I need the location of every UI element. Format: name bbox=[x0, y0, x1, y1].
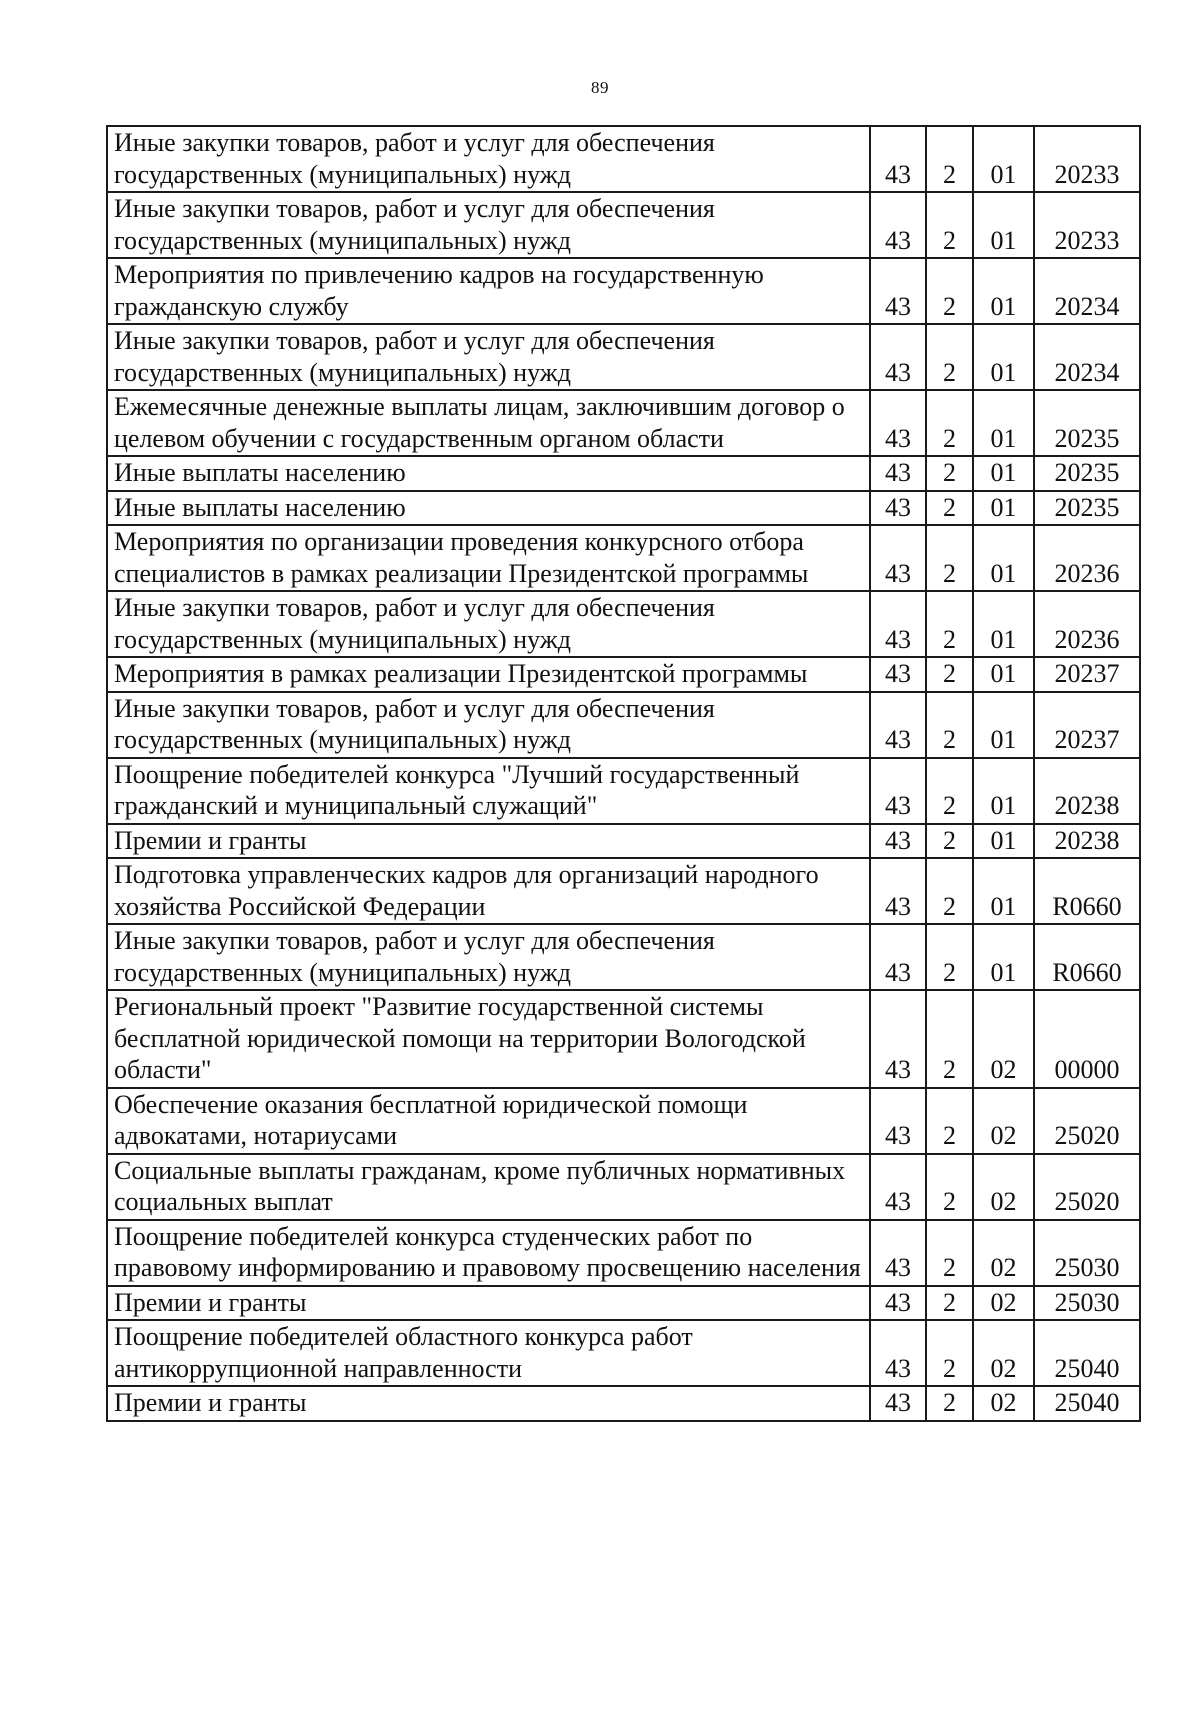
expense-name-cell: Подготовка управленческих кадров для организаций народного хозяйства Российской Федерации bbox=[107, 858, 870, 924]
subprogram-code-cell: 02 bbox=[973, 1220, 1034, 1286]
subprogram-code-cell: 02 bbox=[973, 1320, 1034, 1386]
program-code-cell: 2 bbox=[926, 525, 973, 591]
program-code-cell: 2 bbox=[926, 1320, 973, 1386]
ministry-code-cell: 43 bbox=[870, 1088, 926, 1154]
table-row bbox=[107, 692, 1140, 758]
subprogram-code-cell: 01 bbox=[973, 824, 1034, 859]
subprogram-code-cell: 01 bbox=[973, 924, 1034, 990]
expense-name-cell: Премии и гранты bbox=[107, 824, 870, 859]
item-code-cell: R0660 bbox=[1034, 924, 1140, 990]
table-row bbox=[107, 456, 1140, 491]
expense-name-cell: Иные выплаты населению bbox=[107, 456, 870, 491]
ministry-code-cell: 43 bbox=[870, 1220, 926, 1286]
table-row bbox=[107, 758, 1140, 824]
expense-name-cell: Иные выплаты населению bbox=[107, 491, 870, 526]
ministry-code-cell: 43 bbox=[870, 390, 926, 456]
subprogram-code-cell: 01 bbox=[973, 456, 1034, 491]
subprogram-code-cell: 01 bbox=[973, 858, 1034, 924]
table-row bbox=[107, 525, 1140, 591]
ministry-code-cell: 43 bbox=[870, 192, 926, 258]
table-row bbox=[107, 591, 1140, 657]
item-code-cell: 25020 bbox=[1034, 1154, 1140, 1220]
item-code-cell: 00000 bbox=[1034, 990, 1140, 1088]
item-code-cell: 20234 bbox=[1034, 258, 1140, 324]
item-code-cell: 25020 bbox=[1034, 1088, 1140, 1154]
item-code-cell: 25040 bbox=[1034, 1386, 1140, 1421]
ministry-code-cell: 43 bbox=[870, 525, 926, 591]
budget-table bbox=[106, 125, 1141, 1422]
subprogram-code-cell: 01 bbox=[973, 692, 1034, 758]
ministry-code-cell: 43 bbox=[870, 324, 926, 390]
expense-name-cell: Ежемесячные денежные выплаты лицам, заключившим договор о целевом обучении с государственным органом области bbox=[107, 390, 870, 456]
expense-name-cell: Иные закупки товаров, работ и услуг для обеспечения государственных (муниципальных) нужд bbox=[107, 692, 870, 758]
ministry-code-cell: 43 bbox=[870, 824, 926, 859]
item-code-cell: 20235 bbox=[1034, 491, 1140, 526]
table-row bbox=[107, 390, 1140, 456]
program-code-cell: 2 bbox=[926, 990, 973, 1088]
subprogram-code-cell: 01 bbox=[973, 192, 1034, 258]
item-code-cell: 20236 bbox=[1034, 591, 1140, 657]
expense-name-cell: Региональный проект "Развитие государственной системы бесплатной юридической помощи на территории Вологодской области" bbox=[107, 990, 870, 1088]
item-code-cell: 20233 bbox=[1034, 192, 1140, 258]
expense-name-cell: Поощрение победителей конкурса студенческих работ по правовому информированию и правовому просвещению населения bbox=[107, 1220, 870, 1286]
subprogram-code-cell: 02 bbox=[973, 1286, 1034, 1321]
program-code-cell: 2 bbox=[926, 491, 973, 526]
expense-name-cell: Премии и гранты bbox=[107, 1386, 870, 1421]
program-code-cell: 2 bbox=[926, 692, 973, 758]
table-row bbox=[107, 1220, 1140, 1286]
item-code-cell: 20237 bbox=[1034, 692, 1140, 758]
program-code-cell: 2 bbox=[926, 657, 973, 692]
table-row bbox=[107, 1286, 1140, 1321]
item-code-cell: 25030 bbox=[1034, 1286, 1140, 1321]
program-code-cell: 2 bbox=[926, 824, 973, 859]
expense-name-cell: Поощрение победителей конкурса "Лучший государственный гражданский и муниципальный служащий" bbox=[107, 758, 870, 824]
expense-name-cell: Мероприятия в рамках реализации Президентской программы bbox=[107, 657, 870, 692]
table-row bbox=[107, 126, 1140, 192]
table-row bbox=[107, 1386, 1140, 1421]
expense-name-cell: Мероприятия по привлечению кадров на государственную гражданскую службу bbox=[107, 258, 870, 324]
program-code-cell: 2 bbox=[926, 1154, 973, 1220]
item-code-cell: R0660 bbox=[1034, 858, 1140, 924]
table-row bbox=[107, 1154, 1140, 1220]
program-code-cell: 2 bbox=[926, 324, 973, 390]
item-code-cell: 20236 bbox=[1034, 525, 1140, 591]
table-row bbox=[107, 258, 1140, 324]
subprogram-code-cell: 02 bbox=[973, 1386, 1034, 1421]
program-code-cell: 2 bbox=[926, 591, 973, 657]
subprogram-code-cell: 01 bbox=[973, 258, 1034, 324]
ministry-code-cell: 43 bbox=[870, 1154, 926, 1220]
program-code-cell: 2 bbox=[926, 758, 973, 824]
ministry-code-cell: 43 bbox=[870, 924, 926, 990]
ministry-code-cell: 43 bbox=[870, 1386, 926, 1421]
subprogram-code-cell: 01 bbox=[973, 324, 1034, 390]
table-row bbox=[107, 192, 1140, 258]
program-code-cell: 2 bbox=[926, 456, 973, 491]
table-row bbox=[107, 924, 1140, 990]
item-code-cell: 25030 bbox=[1034, 1220, 1140, 1286]
subprogram-code-cell: 01 bbox=[973, 591, 1034, 657]
program-code-cell: 2 bbox=[926, 1286, 973, 1321]
ministry-code-cell: 43 bbox=[870, 692, 926, 758]
expense-name-cell: Социальные выплаты гражданам, кроме публичных нормативных социальных выплат bbox=[107, 1154, 870, 1220]
item-code-cell: 20235 bbox=[1034, 456, 1140, 491]
page-number: 89 bbox=[591, 78, 609, 97]
expense-name-cell: Иные закупки товаров, работ и услуг для обеспечения государственных (муниципальных) нужд bbox=[107, 192, 870, 258]
ministry-code-cell: 43 bbox=[870, 1320, 926, 1386]
table-row bbox=[107, 990, 1140, 1088]
item-code-cell: 20238 bbox=[1034, 824, 1140, 859]
ministry-code-cell: 43 bbox=[870, 591, 926, 657]
table-body bbox=[107, 126, 1140, 1421]
ministry-code-cell: 43 bbox=[870, 1286, 926, 1321]
subprogram-code-cell: 01 bbox=[973, 491, 1034, 526]
expense-name-cell: Обеспечение оказания бесплатной юридической помощи адвокатами, нотариусами bbox=[107, 1088, 870, 1154]
program-code-cell: 2 bbox=[926, 1220, 973, 1286]
expense-name-cell: Иные закупки товаров, работ и услуг для обеспечения государственных (муниципальных) нужд bbox=[107, 924, 870, 990]
subprogram-code-cell: 01 bbox=[973, 126, 1034, 192]
ministry-code-cell: 43 bbox=[870, 758, 926, 824]
table-row bbox=[107, 824, 1140, 859]
subprogram-code-cell: 01 bbox=[973, 758, 1034, 824]
program-code-cell: 2 bbox=[926, 390, 973, 456]
expense-name-cell: Иные закупки товаров, работ и услуг для обеспечения государственных (муниципальных) нужд bbox=[107, 126, 870, 192]
table-row bbox=[107, 1088, 1140, 1154]
subprogram-code-cell: 01 bbox=[973, 390, 1034, 456]
program-code-cell: 2 bbox=[926, 258, 973, 324]
subprogram-code-cell: 01 bbox=[973, 657, 1034, 692]
table-row bbox=[107, 324, 1140, 390]
ministry-code-cell: 43 bbox=[870, 126, 926, 192]
subprogram-code-cell: 02 bbox=[973, 1088, 1034, 1154]
ministry-code-cell: 43 bbox=[870, 456, 926, 491]
expense-name-cell: Поощрение победителей областного конкурса работ антикоррупционной направленности bbox=[107, 1320, 870, 1386]
item-code-cell: 20235 bbox=[1034, 390, 1140, 456]
ministry-code-cell: 43 bbox=[870, 258, 926, 324]
table-row bbox=[107, 491, 1140, 526]
item-code-cell: 20234 bbox=[1034, 324, 1140, 390]
item-code-cell: 20233 bbox=[1034, 126, 1140, 192]
expense-name-cell: Иные закупки товаров, работ и услуг для обеспечения государственных (муниципальных) нужд bbox=[107, 591, 870, 657]
ministry-code-cell: 43 bbox=[870, 858, 926, 924]
program-code-cell: 2 bbox=[926, 1088, 973, 1154]
ministry-code-cell: 43 bbox=[870, 990, 926, 1088]
expense-name-cell: Иные закупки товаров, работ и услуг для обеспечения государственных (муниципальных) нужд bbox=[107, 324, 870, 390]
program-code-cell: 2 bbox=[926, 1386, 973, 1421]
subprogram-code-cell: 01 bbox=[973, 525, 1034, 591]
subprogram-code-cell: 02 bbox=[973, 990, 1034, 1088]
table-row bbox=[107, 858, 1140, 924]
item-code-cell: 20237 bbox=[1034, 657, 1140, 692]
program-code-cell: 2 bbox=[926, 858, 973, 924]
subprogram-code-cell: 02 bbox=[973, 1154, 1034, 1220]
table-row bbox=[107, 1320, 1140, 1386]
item-code-cell: 20238 bbox=[1034, 758, 1140, 824]
expense-name-cell: Премии и гранты bbox=[107, 1286, 870, 1321]
ministry-code-cell: 43 bbox=[870, 657, 926, 692]
ministry-code-cell: 43 bbox=[870, 491, 926, 526]
program-code-cell: 2 bbox=[926, 126, 973, 192]
expense-name-cell: Мероприятия по организации проведения конкурсного отбора специалистов в рамках реализации Президентской программы bbox=[107, 525, 870, 591]
item-code-cell: 25040 bbox=[1034, 1320, 1140, 1386]
table-row bbox=[107, 657, 1140, 692]
program-code-cell: 2 bbox=[926, 192, 973, 258]
program-code-cell: 2 bbox=[926, 924, 973, 990]
